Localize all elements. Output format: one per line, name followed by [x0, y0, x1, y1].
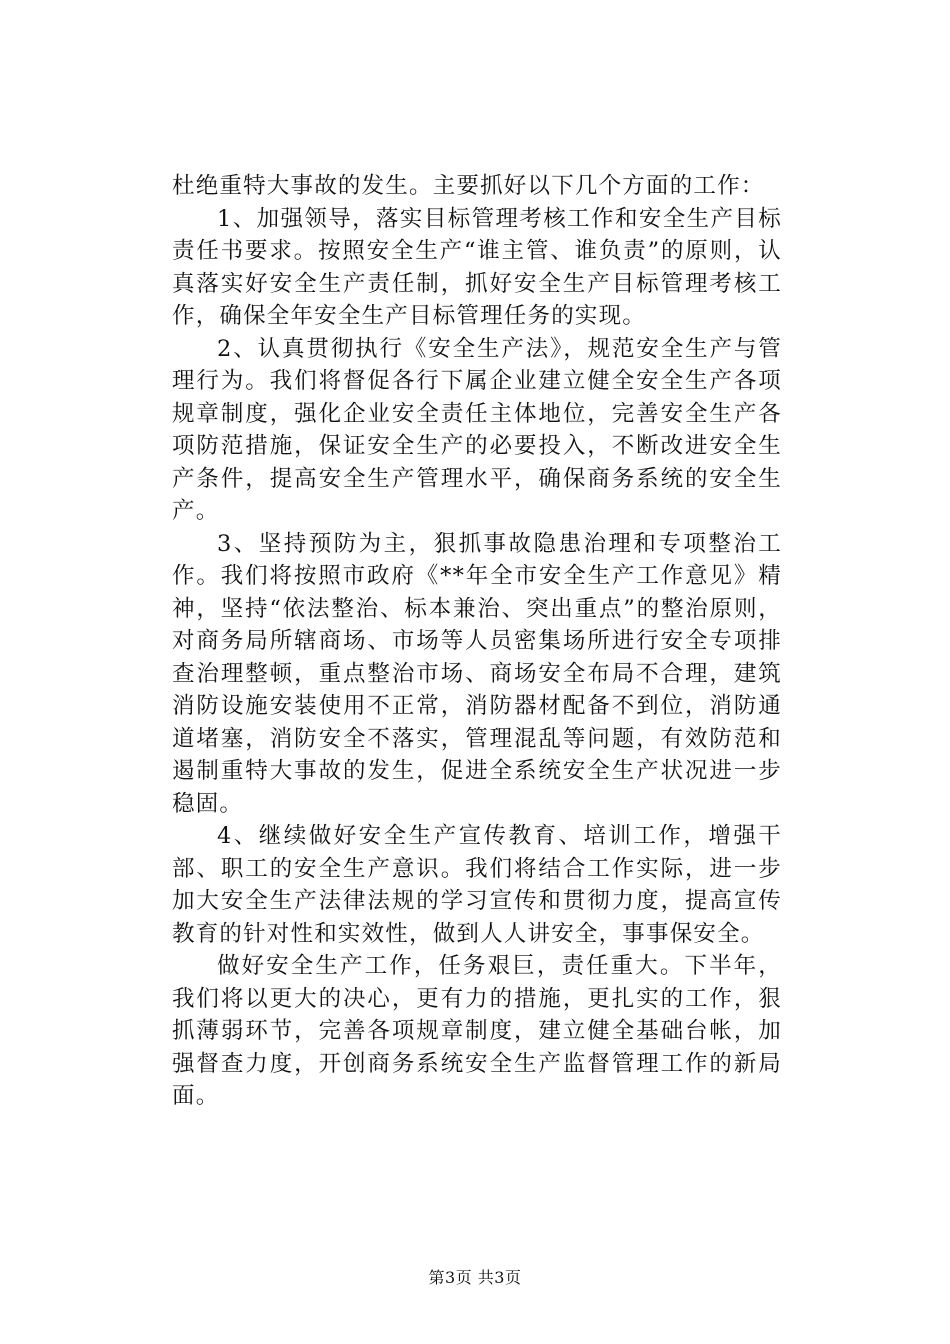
paragraph-item-4: 4、继续做好安全生产宣传教育、培训工作，增强干部、职工的安全生产意识。我们将结合工作实际，进一步加大安全生产法律法规的学习宣传和贯彻力度，提高宣传教育的针对性和实效性，做到人人讲安全，事事保安全。 — [172, 823, 782, 947]
paragraph-item-2: 2、认真贯彻执行《安全生产法》，规范安全生产与管理行为。我们将督促各行下属企业建立健全安全生产各项规章制度，强化企业安全责任主体地位，完善安全生产各项防范措施，保证安全生产的必要投入，不断改进安全生产条件，提高安全生产管理水平，确保商务系统的安全生产。 — [172, 335, 782, 524]
page-number-footer: 第3页 共3页 — [428, 1268, 522, 1287]
paragraph-item-3: 3、坚持预防为主，狠抓事故隐患治理和专项整治工作。我们将按照市政府《**年全市安全生产工作意见》精神，坚持“依法整治、标本兼治、突出重点”的整治原则，对商务局所辖商场、市场等人员密集场所进行安全专项排查治理整顿，重点整治市场、商场安全布局不合理，建筑消防设施安装使用不正常，消防器材配备不到位，消防通道堵塞，消防安全不落实，管理混乱等问题，有效防范和遏制重特大事故的发生，促进全系统安全生产状况进一步稳固。 — [172, 530, 782, 817]
document-body — [172, 170, 782, 1113]
paragraph-conclusion: 做好安全生产工作，任务艰巨，责任重大。下半年，我们将以更大的决心，更有力的措施，更扎实的工作，狠抓薄弱环节，完善各项规章制度，建立健全基础台帐，加强督查力度，开创商务系统安全生产监督管理工作的新局面。 — [172, 953, 782, 1109]
paragraph-continuation: 杜绝重特大事故的发生。主要抓好以下几个方面的工作： — [172, 173, 765, 199]
paragraph-item-1: 1、加强领导，落实目标管理考核工作和安全生产目标责任书要求。按照安全生产“谁主管、谁负责”的原则，认真落实好安全生产责任制，抓好安全生产目标管理考核工作，确保全年安全生产目标管理任务的实现。 — [172, 205, 782, 329]
